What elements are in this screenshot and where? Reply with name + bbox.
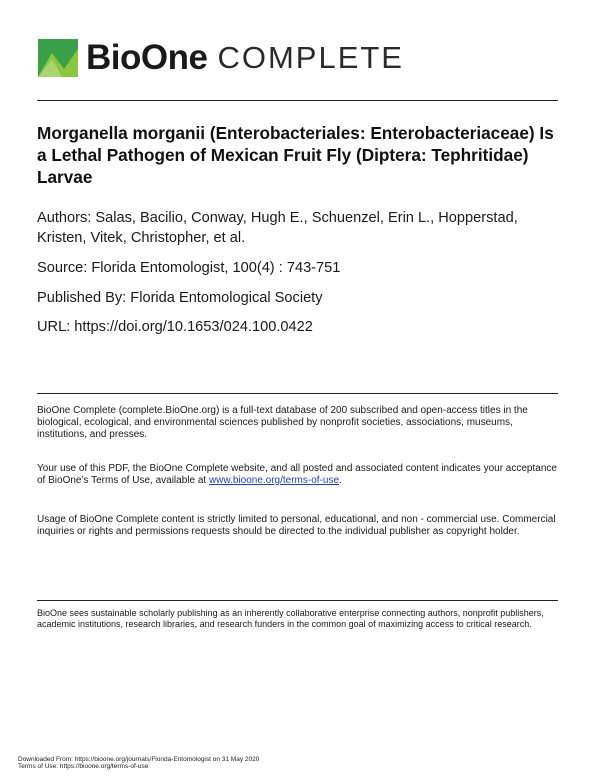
terms-notice bbox=[37, 463, 557, 487]
footer-downloaded: Downloaded From: https://bioone.org/journals/Florida-Entomologist on 31 May 2020 bbox=[18, 756, 260, 763]
article-url[interactable]: URL: https://doi.org/10.1653/024.100.0422 bbox=[37, 319, 313, 335]
header-divider bbox=[37, 100, 558, 101]
article-source: Source: Florida Entomologist, 100(4) : 743-751 bbox=[37, 260, 341, 276]
terms-of-use-link[interactable]: www.bioone.org/terms-of-use bbox=[208, 475, 340, 486]
bioone-logo-icon bbox=[38, 39, 78, 77]
bioone-logo bbox=[38, 38, 404, 78]
article-title: Morganella morganii (Enterobacteriales: Enterobacteriaceae) Is a Lethal Pathogen of Mexican Fruit Fly (Diptera: Tephritidae) Larvae bbox=[37, 123, 554, 187]
section-divider bbox=[37, 393, 558, 394]
mission-notice: BioOne sees sustainable scholarly publishing as an inherently collaborative enterprise connecting authors, nonprofit publishers, academic institutions, research libraries, and research funders in the common goal of maximizing access to critical research. bbox=[37, 608, 544, 629]
logo-brand: BioOne bbox=[86, 38, 208, 77]
usage-notice: Usage of BioOne Complete content is strictly limited to personal, educational, and non - commercial use. Commercial inquiries or rights and permissions requests should be directed to the individual publisher as copyright holder. bbox=[37, 514, 556, 537]
logo-product: COMPLETE bbox=[217, 40, 404, 75]
mission-divider bbox=[37, 600, 558, 601]
terms-prefix: Your use of this PDF, the BioOne Complete website, and all posted and associated content indicates your acceptance of BioOne’s Terms of Use, available at bbox=[37, 463, 557, 486]
terms-suffix: . bbox=[339, 475, 342, 486]
about-notice: BioOne Complete (complete.BioOne.org) is a full-text database of 200 subscribed and open-access titles in the biological, ecological, and environmental sciences published by nonprofit societies, associations, museums, institutions, and presses. bbox=[37, 405, 528, 440]
footer-terms: Terms of Use: https://bioone.org/terms-of-use bbox=[18, 763, 149, 770]
article-publisher: Published By: Florida Entomological Society bbox=[37, 290, 323, 306]
article-authors: Authors: Salas, Bacilio, Conway, Hugh E., Schuenzel, Erin L., Hopperstad, Kristen, Vitek, Christopher, et al. bbox=[37, 210, 518, 246]
